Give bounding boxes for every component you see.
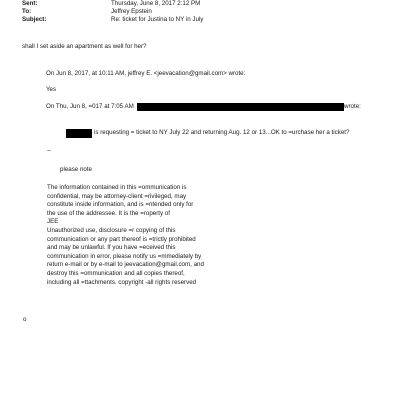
quote2-header-prefix: On Thu, Jun 8, =017 at 7:05 AM (46, 103, 134, 110)
sent-label: Sent: (22, 0, 38, 7)
redaction-box (66, 129, 92, 138)
disclaimer-line: Unauthorized use, disclosure =r copying of this (47, 226, 176, 234)
disclaimer-line: communication in error, please notify us =mmediately by (47, 252, 202, 260)
please-note: please note (60, 166, 92, 173)
redaction-box (137, 103, 344, 111)
sent-value: Thursday, June 8, 2017 2:12 PM (111, 0, 201, 7)
disclaimer-line: constitute inside information, and is =ntended only for (47, 201, 194, 209)
quote1-text: Yes (46, 86, 57, 93)
request-text: is requesting = ticket to NY July 22 and returning Aug. 12 or 13...OK to =urchase her a ticket? (94, 129, 350, 136)
quote1-header: On Jun 8, 2017, at 10:11 AM, jeffrey E. <jeevacation@gmail.com> wrote: (46, 70, 246, 77)
disclaimer-line: The information contained in this =ommunication is (47, 184, 187, 191)
disclaimer-line: the use of the addressee. It is the =roperty of (47, 209, 170, 217)
trailing-mark: o (23, 316, 27, 323)
subject-label: Subject: (22, 16, 47, 23)
disclaimer-line: return e-mail or by e-mail to jeevacation@gmail.com, and (47, 261, 204, 269)
disclaimer-line: communication or any part thereof is =trictly prohibited (47, 235, 196, 243)
disclaimer-line: destroy this =ommunication and all copies thereof, (47, 269, 185, 277)
disclaimer-line: confidential, may be attorney-client =rivileged, may (47, 192, 187, 200)
disclaimer-line: JEE (47, 218, 59, 226)
to-label: To: (22, 8, 32, 15)
subject-value: Re: ticket for Justina to NY in July (111, 16, 204, 23)
quote2-header-suffix: wrote: (344, 103, 361, 110)
reply-text: shall I set aside an apartment as well for her? (22, 43, 147, 50)
disclaimer-line: and may be unlawful. If you have =eceived this (47, 244, 176, 252)
disclaimer-line: including all =ttachments. copyright -all rights reserved (47, 278, 197, 286)
disclaimer (47, 184, 204, 287)
separator: -- (47, 147, 52, 154)
to-value: Jeffrey Epstein (111, 8, 152, 15)
